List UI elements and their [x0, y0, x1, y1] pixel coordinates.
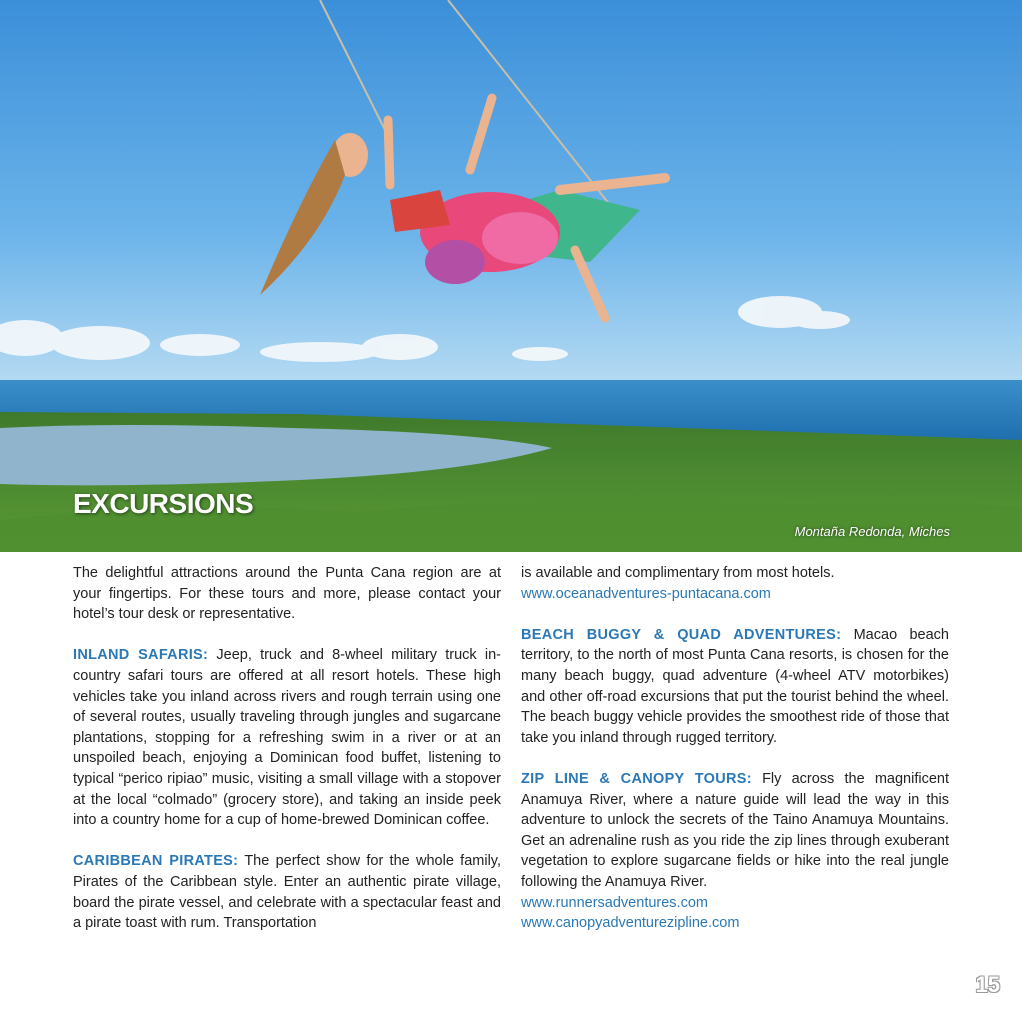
ocean-adventures-link[interactable]: www.oceanadventures-puntacana.com [521, 585, 771, 602]
right-column [521, 563, 949, 934]
inland-safaris-heading: INLAND SAFARIS: [73, 647, 209, 664]
runners-adventures-link[interactable]: www.runnersadventures.com [521, 894, 708, 911]
zip-line-body: Fly across the magnificent Anamuya River, where a nature guide will lead the way in this adventure to unlock the secrets of the Taino Anamuya Mountains. Get an adrenaline rush as you ride the zip lines through exuberant vegetation to explore sugarcane fields or hike into the real jungle following the Anamuya River. [521, 770, 949, 890]
caribbean-pirates-body: The perfect show for the whole family, Pirates of the Caribbean style. Enter an authentic pirate village, board the pirate vessel, and celebrate with a spectacular feast and a pirate toast with rum. Transportation [73, 853, 501, 932]
page-number: 15 [975, 972, 1000, 997]
inland-safaris-paragraph [73, 645, 501, 830]
left-column [73, 563, 501, 934]
photo-caption: Montaña Redonda, Miches [794, 524, 950, 539]
caribbean-pirates-continued [521, 563, 949, 604]
beach-buggy-paragraph [521, 625, 949, 749]
intro-paragraph: The delightful attractions around the Punta Cana region are at your fingertips. For these tours and more, please contact your hotel’s tour desk or representative. [73, 565, 501, 623]
zip-line-heading: ZIP LINE & CANOPY TOURS: [521, 770, 752, 787]
beach-buggy-heading: BEACH BUGGY & QUAD ADVENTURES: [521, 626, 842, 643]
inland-safaris-body: Jeep, truck and 8-wheel military truck in-country safari tours are offered at all resort hotels. These high vehicles take you inland across rivers and rough terrain using one of several routes, usually traveling through jungles and sugarcane plantations, stopping for a refreshing swim in a river or at an unspoiled beach, enjoying a Dominican food buffet, listening to typical “perico ripiao” music, visiting a small village with a stopover at the local “colmado” (grocery store), and taking an inside peek into a country home for a cup of home-brewed Dominican coffee. [73, 647, 501, 829]
page-title: EXCURSIONS [73, 488, 254, 519]
caribbean-pirates-continued-text: is available and complimentary from most hotels. [521, 565, 835, 581]
canopy-adventure-link[interactable]: www.canopyadventurezipline.com [521, 915, 740, 932]
caribbean-pirates-heading: CARIBBEAN PIRATES: [73, 853, 239, 870]
caribbean-pirates-paragraph [73, 851, 501, 933]
beach-buggy-body: Macao beach territory, to the north of most Punta Cana resorts, is chosen for the many beach buggy, quad adventure (4-wheel ATV motorbikes) and other off-road excursions that put the tourist behind the wheel. The beach buggy vehicle provides the smoothest ride of those that take you inland through rugged territory. [521, 626, 949, 746]
zip-line-paragraph [521, 769, 949, 934]
